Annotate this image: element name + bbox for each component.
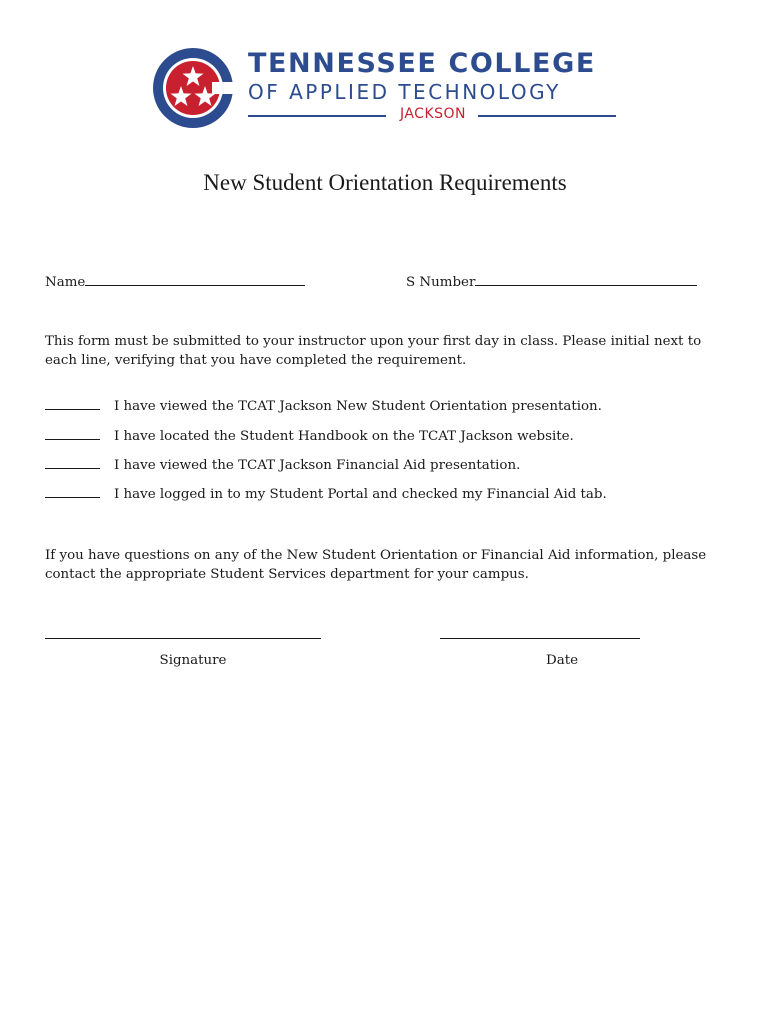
s-number-field[interactable] xyxy=(406,273,697,290)
checklist-item-label: I have located the Student Handbook on the TCAT Jackson website. xyxy=(114,429,574,444)
college-logo xyxy=(152,46,622,130)
instructions-text: This form must be submitted to your instructor upon your first day in class. Please initial next to each line, verifying that you have completed the requirement. xyxy=(45,334,702,368)
s-number-label: S Number xyxy=(406,275,476,290)
logo-rule-right xyxy=(478,115,616,117)
initial-blank[interactable] xyxy=(45,458,100,469)
checklist-item-label: I have logged in to my Student Portal and checked my Financial Aid tab. xyxy=(114,487,607,502)
tennessee-tri-star-icon xyxy=(152,46,236,130)
logo-campus: JACKSON xyxy=(399,106,467,122)
date-label: Date xyxy=(545,653,579,668)
name-field[interactable] xyxy=(45,273,305,290)
page-title: New Student Orientation Requirements xyxy=(203,170,567,195)
checklist-item[interactable] xyxy=(45,429,574,444)
signature-line[interactable] xyxy=(45,638,321,639)
name-label: Name xyxy=(45,275,86,290)
date-line[interactable] xyxy=(440,638,640,639)
initial-blank[interactable] xyxy=(45,487,100,498)
s-number-blank[interactable] xyxy=(475,273,697,286)
logo-campus-row xyxy=(248,106,618,126)
contact-text: If you have questions on any of the New Student Orientation or Financial Aid information, please contact the appropriate Student Services department for your campus. xyxy=(45,548,707,582)
logo-subtitle: OF APPLIED TECHNOLOGY xyxy=(248,80,561,104)
checklist-item-label: I have viewed the TCAT Jackson Financial Aid presentation. xyxy=(114,458,521,473)
initial-blank[interactable] xyxy=(45,429,100,440)
signature-label: Signature xyxy=(159,653,227,668)
checklist-item[interactable] xyxy=(45,399,602,414)
checklist-item-label: I have viewed the TCAT Jackson New Student Orientation presentation. xyxy=(114,399,602,414)
name-blank[interactable] xyxy=(85,273,305,286)
logo-title: TENNESSEE COLLEGE xyxy=(248,48,596,79)
initial-blank[interactable] xyxy=(45,399,100,410)
checklist-item[interactable] xyxy=(45,487,607,502)
checklist-item[interactable] xyxy=(45,458,520,473)
